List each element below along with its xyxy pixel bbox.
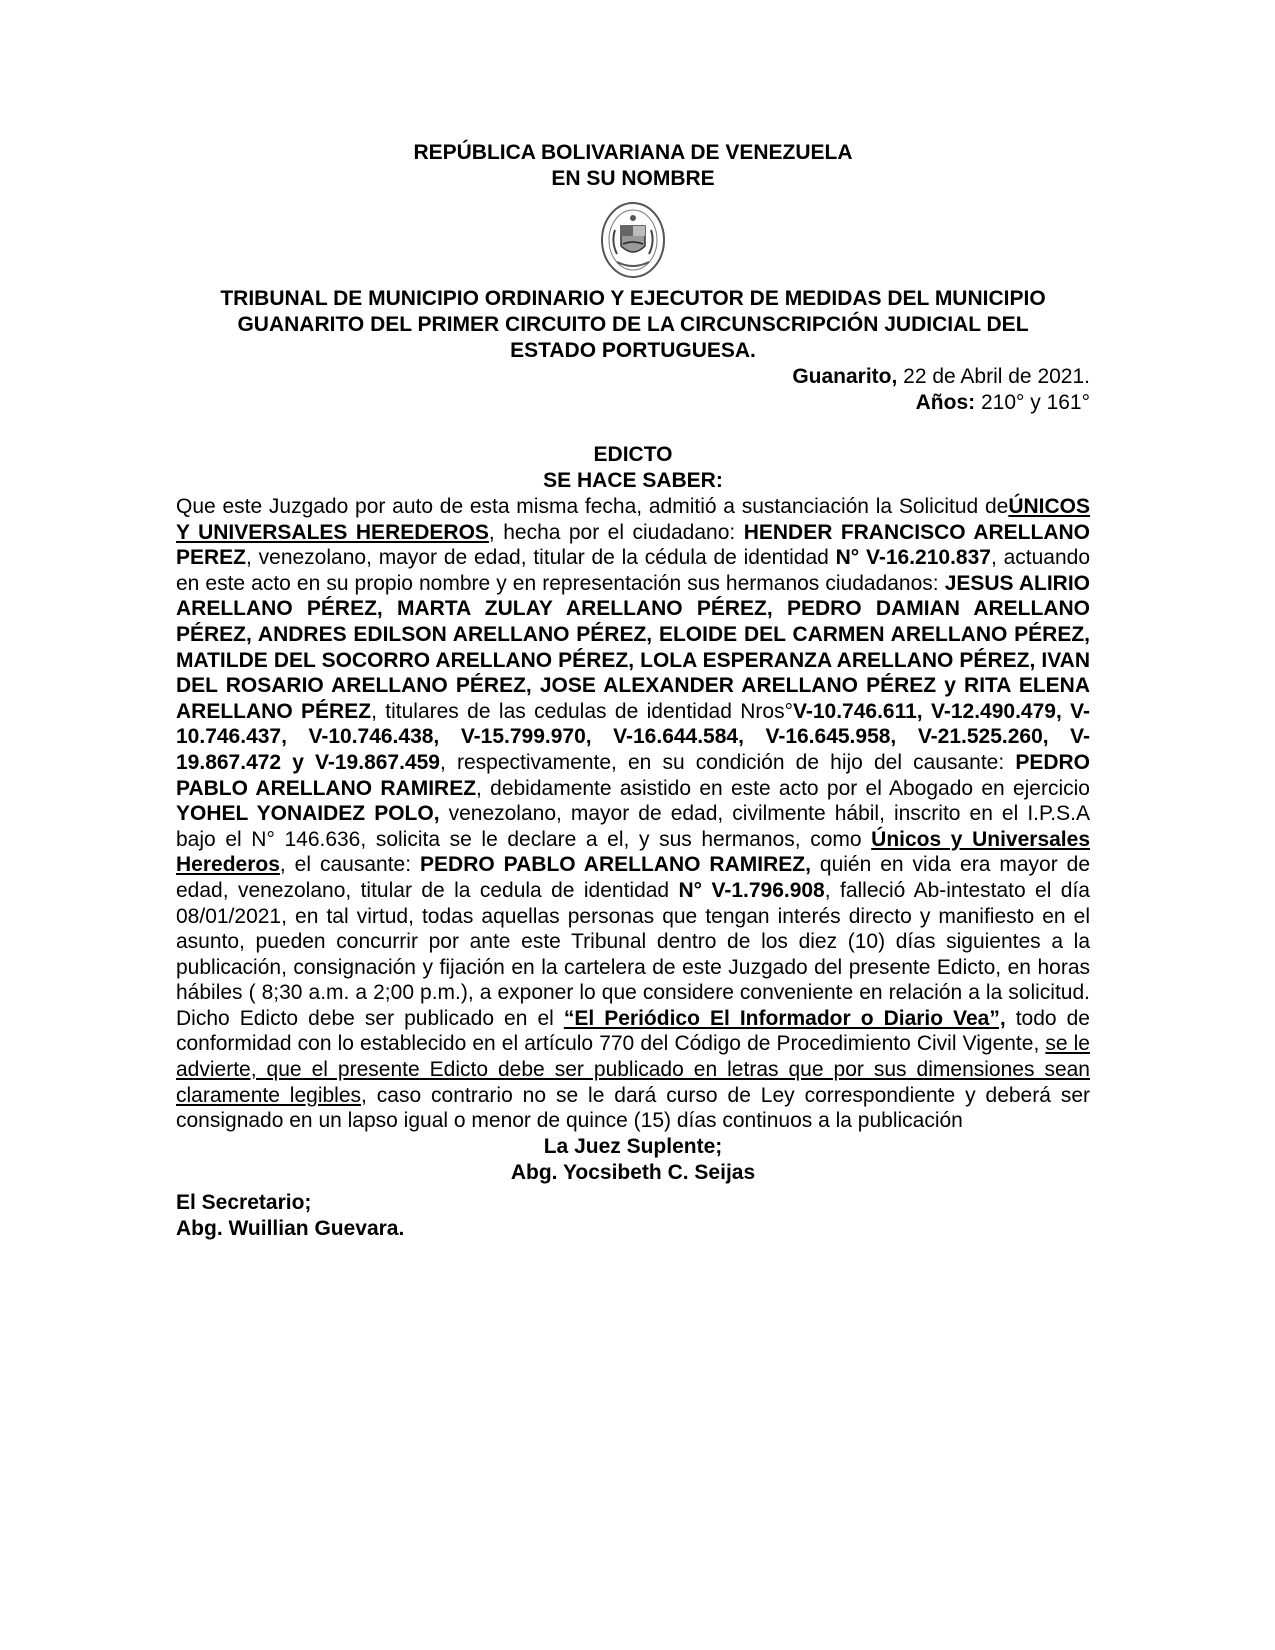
body-bold: PEDRO PABLO ARELLANO RAMIREZ, [420, 853, 811, 877]
judge-title: La Juez Suplente; [543, 1134, 723, 1158]
body-bold: V-10.746.611, V-12.490.479, V-10.746.437, V-10.746.438, V-15.799.970, V-16.644.584, V-16.645.958, V-21.525.260, V-19.867.472 y V-19.867.459 [176, 699, 1090, 774]
body-text: , debidamente asistido en este acto por el Abogado en ejercicio [476, 776, 1090, 800]
body-text: , el causante: [279, 853, 421, 877]
body-bold-underline: Únicos y Universales Herederos [176, 827, 1091, 877]
years-text: 210° y 161° [975, 391, 1090, 414]
body-text: , venezolano, mayor de edad, titular de la cédula de identidad [246, 546, 836, 570]
body-text: , actuando en este acto en su propio nombre y en representación sus hermanos ciudadanos: [176, 546, 1090, 595]
body-bold: JESUS ALIRIO ARELLANO PÉREZ, MARTA ZULAY ARELLANO PÉREZ, PEDRO DAMIAN ARELLANO PÉREZ, ANDRES EDILSON ARELLANO PÉREZ, ELOIDE DEL CARMEN ARELLANO PÉREZ, MATILDE DEL SOCORRO ARELLANO PÉREZ, LOLA ESPERANZA ARELLANO PÉREZ, IVAN DEL ROSARIO ARELLANO PÉREZ, JOSE ALEXANDER ARELLANO PÉREZ y RITA ELENA ARELLANO PÉREZ [176, 571, 1090, 723]
body-bold-underline: ÚNICOS Y UNIVERSALES HEREDEROS [176, 495, 1090, 544]
coat-of-arms-seal-icon [599, 200, 667, 280]
body-text: , falleció Ab-intestato el día 08/01/2021, en tal virtud, todas aquellas personas que tengan interés directo y manifiesto en el asunto, pueden concurrir por ante este Tribunal dentro de los diez (10) días siguientes a la publicación, consignación y fijación en la cartelera de este Juzgado del presente Edicto, en horas hábiles ( 8;30 a.m. a 2;00 p.m.), a exponer lo que considere conveniente en relación a la solicitud. Dicho Edicto debe ser publicado en el [176, 878, 1090, 1030]
header-subtitle: EN SU NOMBRE [551, 167, 715, 190]
edict-document [176, 140, 1090, 1242]
date-text: 22 de Abril de 2021. [897, 365, 1090, 388]
body-text: todo de conformidad con lo establecido en el artículo 770 del Código de Procedimiento Civil Vigente, [176, 1006, 1090, 1056]
court-line-1: TRIBUNAL DE MUNICIPIO ORDINARIO Y EJECUTOR DE MEDIDAS DEL MUNICIPIO [220, 287, 1046, 310]
years-line [176, 390, 1090, 416]
body-text: venezolano, mayor de edad, civilmente hábil, inscrito en el I.P.S.A bajo el N° 146.636, solicita se le declare a el, y sus hermanos, como [176, 802, 1090, 851]
judge-name: Abg. Yocsibeth C. Seijas [510, 1160, 756, 1184]
body-text: , titulares de las cedulas de identidad Nros° [371, 699, 793, 723]
edict-body [176, 494, 1090, 1134]
court-line-3: ESTADO PORTUGUESA. [510, 339, 756, 362]
date-line [176, 364, 1090, 390]
body-bold-underline: “El Periódico El Informador o Diario Vea”, [563, 1006, 1006, 1030]
court-line-2: GUANARITO DEL PRIMER CIRCUITO DE LA CIRCUNSCRIPCIÓN JUDICIAL DEL [237, 313, 1029, 336]
body-bold: N° V-16.210.837 [835, 546, 991, 570]
edict-title: EDICTO [593, 443, 673, 466]
body-bold: PEDRO PABLO ARELLANO RAMIREZ [176, 750, 1091, 800]
body-text: quién en vida era mayor de edad, venezolano, titular de la cedula de identidad [176, 853, 1091, 902]
body-underline: se le advierte, que el presente Edicto debe ser publicado en letras que por sus dimensiones sean claramente legibles [176, 1032, 1090, 1107]
header-country: REPÚBLICA BOLIVARIANA DE VENEZUELA [413, 141, 853, 164]
years-label: Años: [915, 391, 976, 414]
body-bold: YOHEL YONAIDEZ POLO, [176, 802, 440, 826]
edict-subtitle: SE HACE SABER: [543, 469, 723, 492]
body-text: , respectivamente, en su condición de hijo del causante: [440, 750, 1016, 774]
secretary-title: El Secretario; [176, 1190, 312, 1214]
body-text: Que este Juzgado por auto de esta misma fecha, admitió a sustanciación la Solicitud de [176, 495, 1009, 518]
body-bold: HENDER FRANCISCO ARELLANO PEREZ [176, 520, 1090, 570]
secretary-name: Abg. Wuillian Guevara. [176, 1216, 405, 1240]
body-text: , hecha por el ciudadano: [488, 520, 744, 544]
court-name [176, 286, 1090, 364]
body-text: , caso contrario no se le dará curso de Ley correspondiente y deberá ser consignado en un lapso igual o menor de quince (15) días continuos a la publicación [176, 1083, 1090, 1133]
place-name: Guanarito, [792, 365, 898, 388]
body-bold: N° V-1.796.908 [678, 878, 825, 902]
